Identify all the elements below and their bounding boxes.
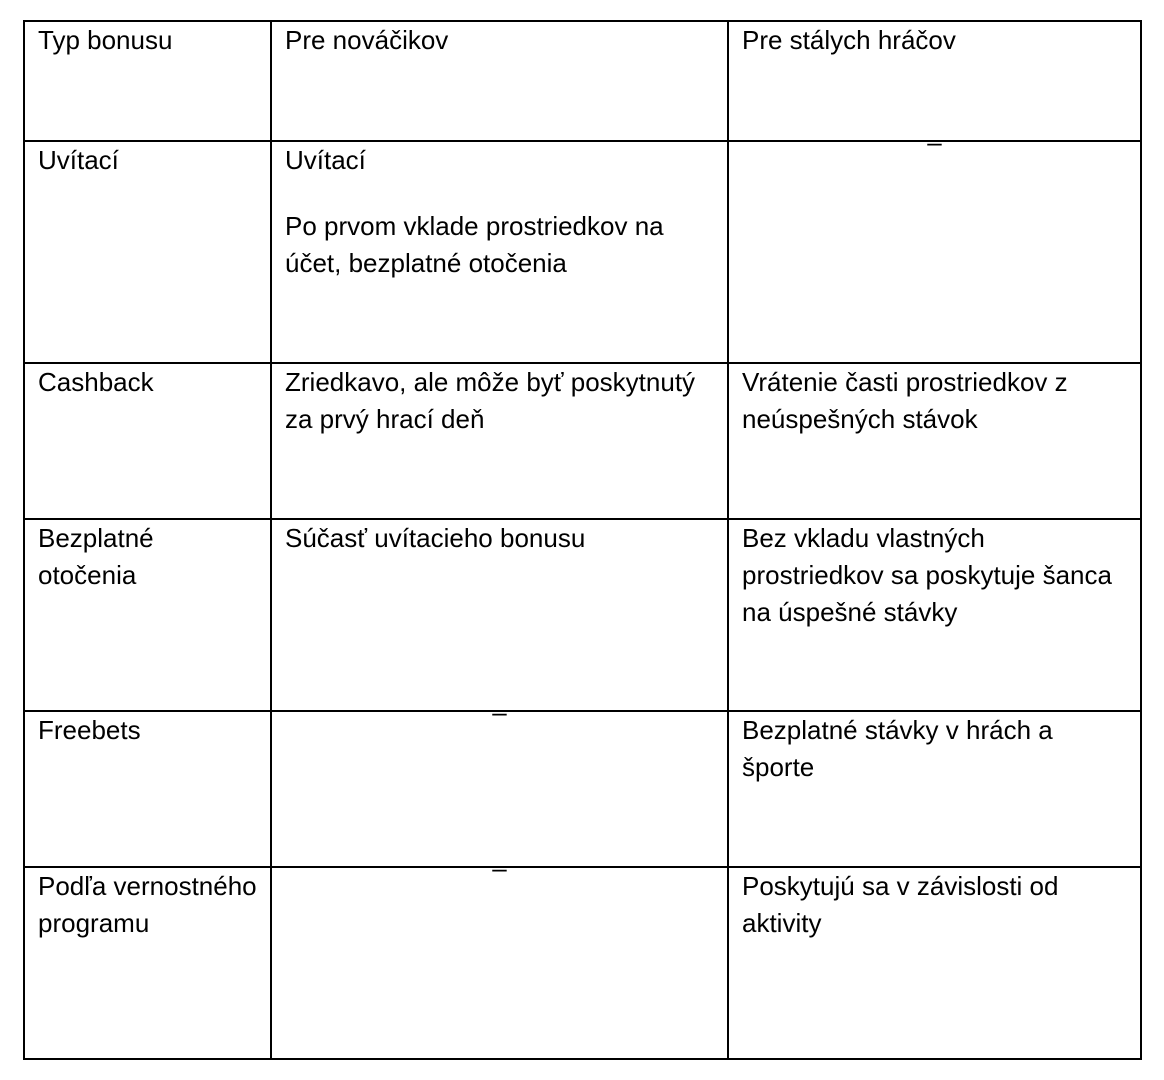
bonus-type: Uvítací <box>38 145 119 175</box>
regulars-text: Bez vkladu vlastných prostriedkov sa poskytuje šanca na úspešné stávky <box>742 523 1112 627</box>
cell-type <box>24 363 271 519</box>
bonus-comparison-table <box>23 20 1142 1060</box>
cell-type <box>24 711 271 867</box>
bonus-type: Bezplatné otočenia <box>38 523 154 590</box>
table-row <box>24 363 1141 519</box>
header-label: Typ bonusu <box>38 25 173 55</box>
empty-dash: – <box>492 853 507 883</box>
regulars-text: Vrátenie časti prostriedkov z neúspešných stávok <box>742 367 1068 434</box>
cell-type <box>24 141 271 363</box>
bonus-type: Freebets <box>38 715 141 745</box>
newcomers-title: Uvítací <box>285 145 366 175</box>
cell-newcomers <box>271 853 728 1059</box>
empty-dash: – <box>927 127 942 157</box>
cell-regulars <box>728 867 1141 1059</box>
bonus-type: Podľa vernostného programu <box>38 871 257 938</box>
header-cell-newcomers <box>271 21 728 141</box>
regulars-text: Bezplatné stávky v hrách a športe <box>742 715 1053 782</box>
cell-regulars <box>728 519 1141 711</box>
header-label: Pre stálych hráčov <box>742 25 956 55</box>
newcomers-text: Po prvom vklade prostriedkov na účet, bezplatné otočenia <box>285 211 664 278</box>
header-cell-type <box>24 21 271 141</box>
header-cell-regulars <box>728 21 1141 141</box>
table-row <box>24 519 1141 711</box>
newcomers-text: Zriedkavo, ale môže byť poskytnutý za prvý hrací deň <box>285 367 696 434</box>
cell-regulars <box>728 363 1141 519</box>
newcomers-text: Súčasť uvítacieho bonusu <box>285 523 586 553</box>
cell-regulars <box>728 127 1141 363</box>
cell-type <box>24 867 271 1059</box>
table-row <box>24 711 1141 867</box>
header-label: Pre nováčikov <box>285 25 449 55</box>
cell-newcomers <box>271 519 728 711</box>
table-header-row <box>24 21 1141 141</box>
cell-regulars <box>728 711 1141 867</box>
table-row <box>24 867 1141 1059</box>
cell-newcomers <box>271 363 728 519</box>
cell-type <box>24 519 271 711</box>
bonus-type: Cashback <box>38 367 154 397</box>
regulars-text: Poskytujú sa v závislosti od aktivity <box>742 871 1059 938</box>
table-row <box>24 141 1141 363</box>
cell-newcomers <box>271 697 728 867</box>
empty-dash: – <box>492 697 507 727</box>
cell-newcomers <box>271 141 728 363</box>
